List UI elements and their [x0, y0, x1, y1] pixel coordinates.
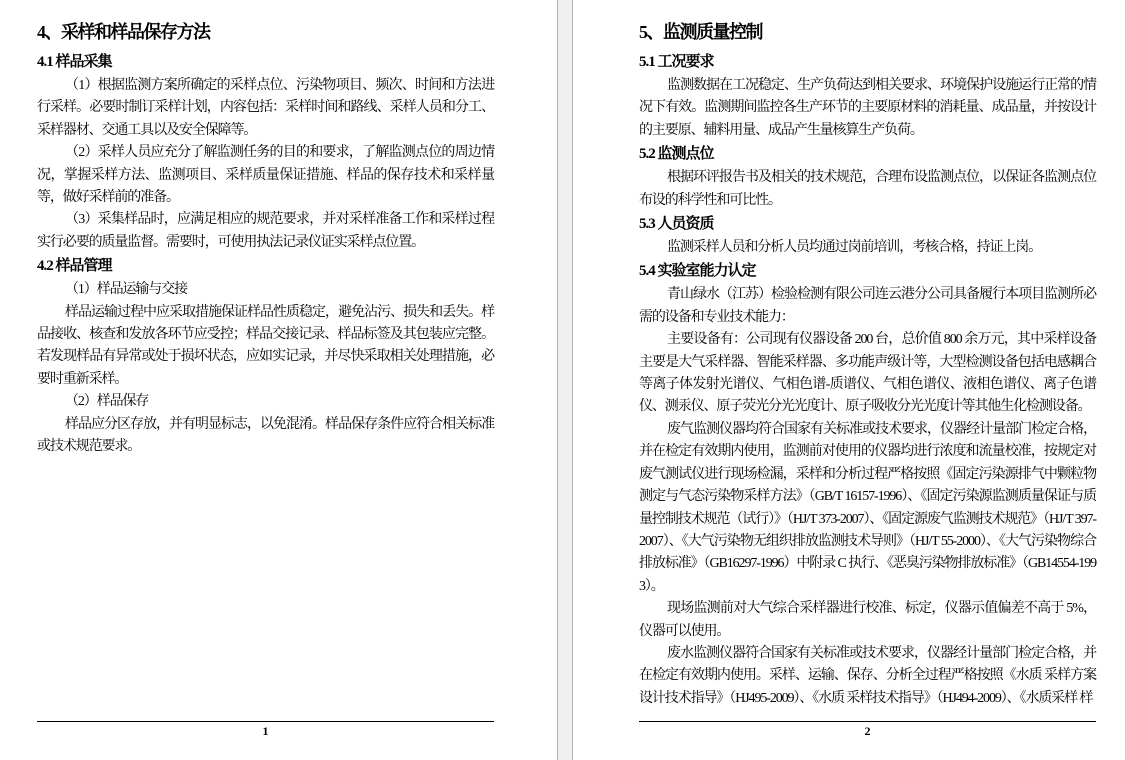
- paragraph: 样品运输过程中应采取措施保证样品性质稳定，避免沾污、损失和丢失。样品接收、核查和发放各环节应受控；样品交接记录、样品标签及其包装应完整。若发现样品有异常或处于损坏状态，应如实记录，并尽快采取相关处理措施，必要时重新采样。: [37, 304, 494, 387]
- page-divider: [557, 0, 573, 760]
- paragraph: 主要设备有：公司现有仪器设备 200 台，总价值 800 余万元，其中采样设备主要是大气采样器、智能采样器、多功能声级计等，大型检测设备包括电感耦合等离子体发射光谱仪、气相色谱-质谱仪、气相色谱仪、液相色谱仪、离子色谱仪、测汞仪、原子荧光分光光度计、原子吸收分光光度计等其他生化检测设备。: [639, 332, 1096, 415]
- page-footer: [639, 721, 1096, 740]
- paragraph: 根据环评报告书及相关的技术规范，合理布设监测点位，以保证各监测点位布设的科学性和可比性。: [639, 170, 1096, 208]
- chapter-heading: 5、监测质量控制: [639, 22, 762, 42]
- page-2-content: [639, 19, 1096, 710]
- section-heading: 5.3 人员资质: [639, 216, 714, 233]
- page-1-content: [37, 19, 494, 459]
- page-number: 2: [864, 724, 871, 738]
- paragraph: 废气监测仪器均符合国家有关标准或技术要求，仪器经计量部门检定合格，并在检定有效期内使用，监测前对使用的仪器均进行浓度和流量校准，按规定对废气测试仪进行现场检漏，采样和分析过程严格按照《固定污染源排气中颗粒物测定与气态污染物采样方法》（GB/T 16157-1996）、《固定污染源监测质量保证与质量控制技术规范（试行）》（HJ/T 373-2007）、《固定源废气监测技术规范》（HJ/T 397-2007）、《大气污染物无组织排放监测技术导则》（HJ/T 55-2000）、《大气污染物综合排放标准》（GB16297-1996）中附录 C 执行、《恶臭污染物排放标准》（GB14554-1993）。: [639, 421, 1096, 594]
- paragraph: （2）采样人员应充分了解监测任务的目的和要求，了解监测点位的周边情况，掌握采样方法、监测项目、采样质量保证措施、样品的保存技术和采样量等，做好采样前的准备。: [37, 145, 494, 206]
- section-heading: 5.1 工况要求: [639, 54, 714, 70]
- paragraph: （1）样品运输与交接: [65, 282, 187, 298]
- section-heading: 4.2 样品管理: [37, 258, 112, 275]
- paragraph: （3）采集样品时，应满足相应的规范要求，并对采样准备工作和采样过程实行必要的质量监督。需要时，可使用执法记录仪证实采样点位置。: [37, 212, 494, 250]
- paragraph: 监测采样人员和分析人员均通过岗前培训，考核合格，持证上岗。: [667, 240, 1042, 256]
- paragraph: 监测数据在工况稳定、生产负荷达到相关要求、环境保护设施运行正常的情况下有效。监测期间监控各生产环节的主要原材料的消耗量、成品量，并按设计的主要原、辅料用量、成品产生量核算生产负荷。: [639, 78, 1096, 138]
- page-number: 1: [262, 724, 269, 738]
- paragraph: 样品应分区存放，并有明显标志，以免混淆。样品保存条件应符合相关标准或技术规范要求。: [37, 416, 494, 455]
- page-footer: [37, 721, 494, 740]
- paragraph: 青山绿水（江苏）检验检测有限公司连云港分公司具备履行本项目监测所必需的设备和专业技术能力：: [639, 287, 1096, 325]
- paragraph: 废水监测仪器符合国家有关标准或技术要求，仪器经计量部门检定合格，并在检定有效期内使用。采样、运输、保存、分析全过程严格按照《水质 采样方案设计技术指导》（HJ495-2009）、《水质 采样技术指导》（HJ494-2009）、《水质采样 样: [639, 645, 1096, 706]
- section-heading: 5.4 实验室能力认定: [639, 263, 756, 280]
- paragraph: 现场监测前对大气综合采样器进行校准、标定，仪器示值偏差不高于 5%，仪器可以使用。: [639, 601, 1096, 639]
- page-1: [0, 0, 557, 760]
- section-heading: 4.1 样品采集: [37, 54, 112, 70]
- chapter-heading: 4、采样和样品保存方法: [37, 22, 210, 42]
- page-2: [573, 0, 1125, 760]
- section-heading: 5.2 监测点位: [639, 146, 714, 163]
- paragraph: （2）样品保存: [65, 394, 149, 410]
- paragraph: （1）根据监测方案所确定的采样点位、污染物项目、频次、时间和方法进行采样。必要时制订采样计划，内容包括：采样时间和路线、采样人员和分工、采样器材、交通工具以及安全保障等。: [37, 78, 494, 138]
